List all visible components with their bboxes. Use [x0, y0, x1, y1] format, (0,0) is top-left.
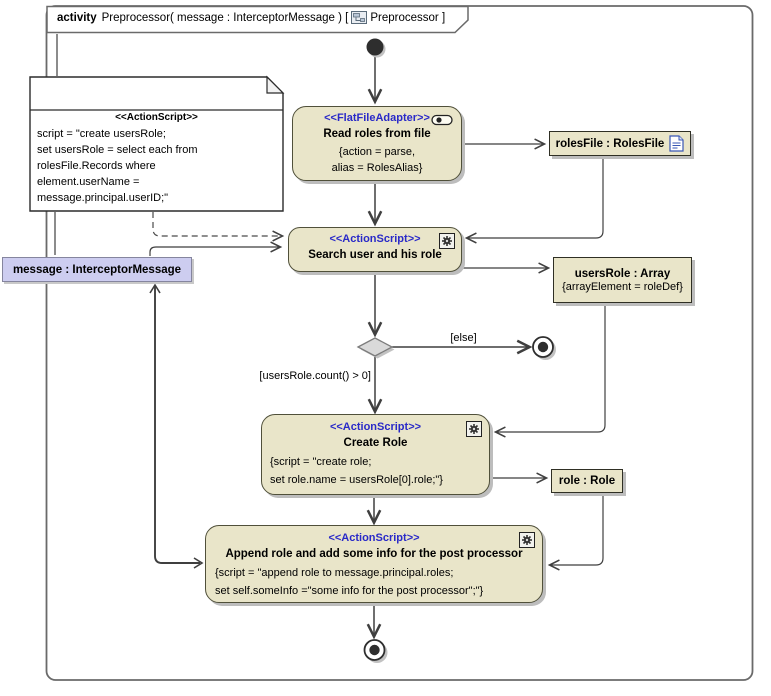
edge-rolesfile-to-search[interactable]: [467, 157, 603, 238]
note-line: set usersRole = select each from: [37, 144, 198, 156]
append-role-prop: {script = "append role to message.principal.roles;: [215, 567, 454, 579]
message-label: message : InterceptorMessage: [12, 263, 182, 276]
frame-title-suffix: Preprocessor ]: [370, 11, 446, 24]
role-label: role : Role: [558, 475, 616, 487]
frame-title-main: Preprocessor( message : InterceptorMessage ) [: [101, 11, 349, 24]
activity-final-dot: [369, 645, 379, 655]
create-role-title: Create Role: [343, 437, 408, 449]
read-roles-stereotype: <<FlatFileAdapter>>: [324, 112, 430, 124]
note-line: message.principal.userID;": [37, 192, 169, 204]
object-role[interactable]: [551, 469, 623, 493]
edge-append-message[interactable]: [155, 285, 200, 563]
append-role-title: Append role and add some info for the post processor: [225, 548, 523, 560]
note-stereotype: <<ActionScript>>: [115, 112, 198, 123]
action-create-role[interactable]: [261, 414, 490, 495]
action-search-user[interactable]: [288, 227, 462, 272]
usersrole-label: usersRole : Array: [574, 267, 671, 280]
object-rolesfile[interactable]: [549, 131, 691, 156]
initial-node[interactable]: [367, 39, 384, 56]
flatfile-adapter-icon: [431, 114, 453, 126]
guard-usersrole-count: [usersRole.count() > 0]: [259, 370, 371, 382]
gear-icon: [519, 532, 535, 548]
activity-diagram-icon: [351, 11, 367, 24]
create-role-prop: set role.name = usersRole[0].role;"}: [270, 474, 443, 486]
read-roles-prop: {action = parse,: [338, 146, 416, 158]
note-anchor-to-search-dashed[interactable]: [153, 212, 282, 236]
action-read-roles-from-file[interactable]: [292, 106, 462, 181]
note-content: [32, 112, 281, 206]
note-line: element.userName =: [37, 176, 140, 188]
note-line: rolesFile.Records where: [37, 160, 156, 172]
guard-else: [else]: [450, 332, 477, 344]
append-role-prop: set self.someInfo ="some info for the post processor";"}: [215, 585, 484, 597]
frame-title-keyword: activity: [57, 11, 97, 24]
read-roles-title: Read roles from file: [323, 128, 431, 140]
object-message-interceptormessage[interactable]: [2, 257, 192, 282]
read-roles-prop: alias = RolesAlias}: [331, 162, 423, 174]
document-icon: [669, 135, 684, 152]
rolesfile-label: rolesFile : RolesFile: [555, 137, 665, 150]
edge-message-to-search[interactable]: [150, 247, 280, 256]
action-append-role[interactable]: [205, 525, 543, 603]
object-usersrole[interactable]: [553, 257, 692, 303]
edge-usersrole-to-create[interactable]: [496, 304, 605, 432]
gear-icon: [439, 233, 455, 249]
search-user-title: Search user and his role: [308, 249, 442, 261]
usersrole-prop: {arrayElement = roleDef}: [562, 280, 683, 293]
gear-icon: [466, 421, 482, 437]
note-fold-corner: [267, 77, 283, 93]
create-role-stereotype: <<ActionScript>>: [329, 421, 422, 433]
note-line: script = "create usersRole;: [37, 128, 166, 140]
create-role-prop: {script = "create role;: [270, 456, 372, 468]
edge-role-to-append[interactable]: [550, 494, 603, 565]
frame-title: [57, 11, 445, 24]
flow-final-dot: [538, 342, 548, 352]
search-user-stereotype: <<ActionScript>>: [329, 233, 421, 245]
append-role-stereotype: <<ActionScript>>: [328, 532, 420, 544]
